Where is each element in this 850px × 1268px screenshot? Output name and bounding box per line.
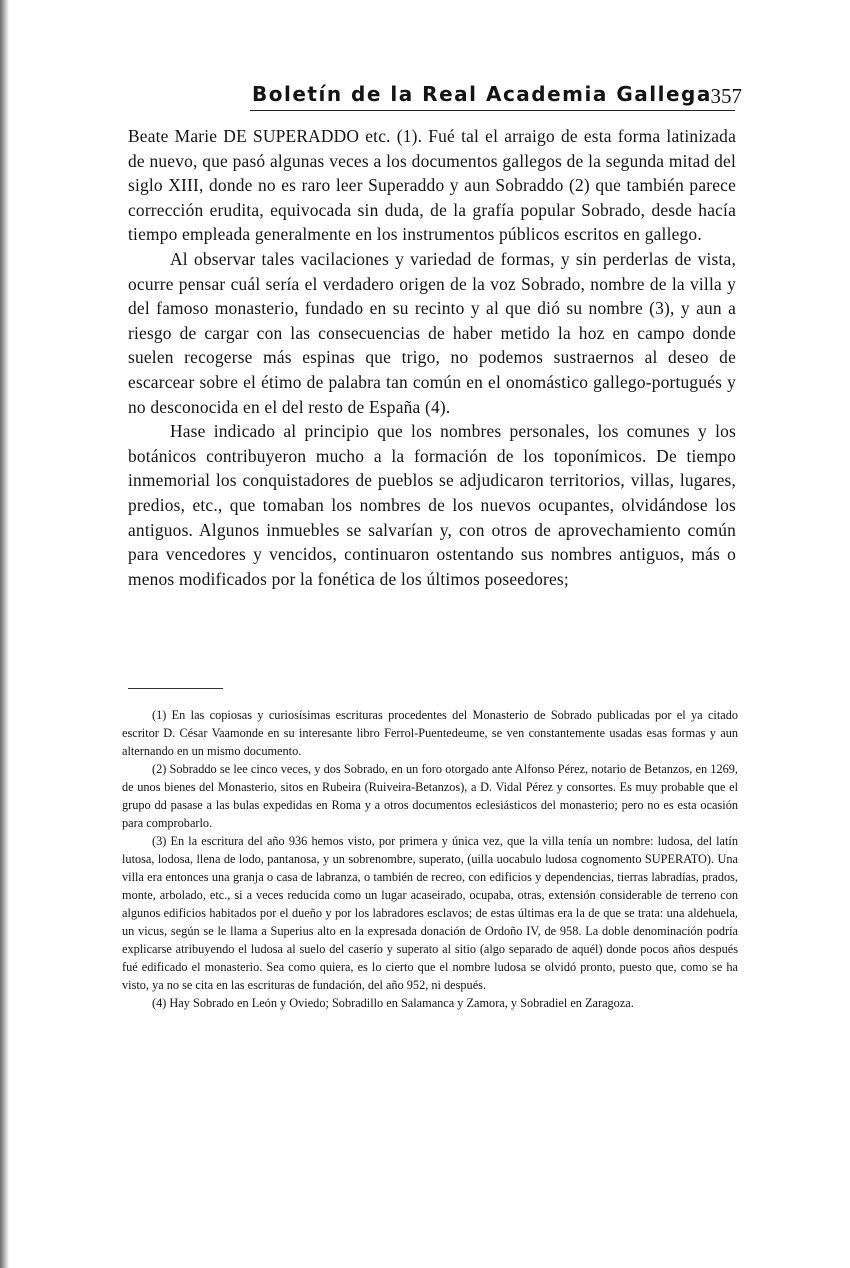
footnote-rule <box>128 688 223 689</box>
footnote: (2) Sobraddo se lee cinco veces, y dos Sobrado, en un foro otorgado ante Alfonso Pérez, notario de Betanzos, en 1269, de unos bienes del Monasterio, sitos en Rubeira (Ruiveira-Betanzos), a D. Vidal Pérez y consortes. Es muy probable que el grupo dd pasase a las bulas expedidas en Roma y a otros documentos eclesiásticos del monasterio; pero no es esta ocasión para comprobarlo. <box>122 762 738 830</box>
footnotes <box>122 706 738 1012</box>
page-header <box>252 82 742 112</box>
body-text <box>128 124 736 591</box>
body-paragraph: Al observar tales vacilaciones y variedad de formas, y sin perderlas de vista, ocurre pensar cuál sería el verdadero origen de la voz Sobrado, nombre de la villa y del famoso monasterio, fundado en su recinto y al que dió su nombre (3), y aun a riesgo de cargar con las consecuencias de haber metido la hoz en campo donde suelen recogerse más espinas que trigo, no podemos sustraernos al deseo de escarcear sobre el étimo de palabra tan común en el onomástico gallego-portugués y no desconocida en el del resto de España (4). <box>128 248 736 417</box>
page-binding-edge <box>0 0 9 1268</box>
body-paragraph: Beate Marie DE SUPERADDO etc. (1). Fué tal el arraigo de esta forma latinizada de nuevo, que pasó algunas veces a los documentos gallegos de la segunda mitad del siglo XIII, donde no es raro leer Superaddo y aun Sobraddo (2) que también parece corrección erudita, equivocada sin duda, de la grafía popular Sobrado, desde hacía tiempo empleada generalmente en los instrumentos públicos escritos en gallego. <box>128 126 736 245</box>
footnote: (3) En la escritura del año 936 hemos visto, por primera y única vez, que la villa tenía un nombre: ludosa, del latín lutosa, lodosa, llena de lodo, pantanosa, y un sobrenombre, superato, (uilla uocabulo ludosa cognomento SUPERATO). Una villa era entonces una granja o casa de labranza, o también de recreo, con edificios y dependencias, tierras labradías, prados, monte, arbolado, etc., si a veces reducida como un lugar acaseirado, ocupaba, otras, extensión considerable de terreno con algunos edificios habitados por el dueño y por los labradores esclavos; de estas últimas era la de que se trata: una aldehuela, un vicus, según se le llama a Superius alto en la expresada donación de Ordoño IV, de 958. La doble denominación podría explicarse atribuyendo el ludosa al suelo del caserío y superato al sitio (algo separado de aquél) donde pocos años después fué edificado el monasterio. Sea como quiera, es lo cierto que el nombre ludosa se olvidó pronto, puesto que, como se ha visto, ya no se cita en las escrituras de fundación, del año 952, ni después. <box>122 834 738 992</box>
footnote: (4) Hay Sobrado en León y Oviedo; Sobradillo en Salamanca y Zamora, y Sobradiel en Zaragoza. <box>152 996 634 1010</box>
running-title: Boletín de la Real Academia Gallega <box>252 82 712 106</box>
footnote: (1) En las copiosas y curiosísimas escrituras procedentes del Monasterio de Sobrado publicadas por el ya citado escritor D. César Vaamonde en su interesante libro Ferrol-Puentedeume, se ven constantemente usadas esas formas y aun alternando en un mismo documento. <box>122 708 738 758</box>
page-number: 357 <box>710 84 742 108</box>
body-paragraph: Hase indicado al principio que los nombres personales, los comunes y los botánicos contribuyeron mucho a la formación de los toponímicos. De tiempo inmemorial los conquistadores de pueblos se adjudicaron territorios, villas, lugares, predios, etc., que tomaban los nombres de los nuevos ocupantes, olvidándose los antiguos. Algunos inmuebles se salvarían y, con otros de aprovechamiento común para vencedores y vencidos, continuaron ostentando sus nombres antiguos, más o menos modificados por la fonética de los últimos poseedores; <box>128 421 736 589</box>
header-rule <box>250 110 735 111</box>
